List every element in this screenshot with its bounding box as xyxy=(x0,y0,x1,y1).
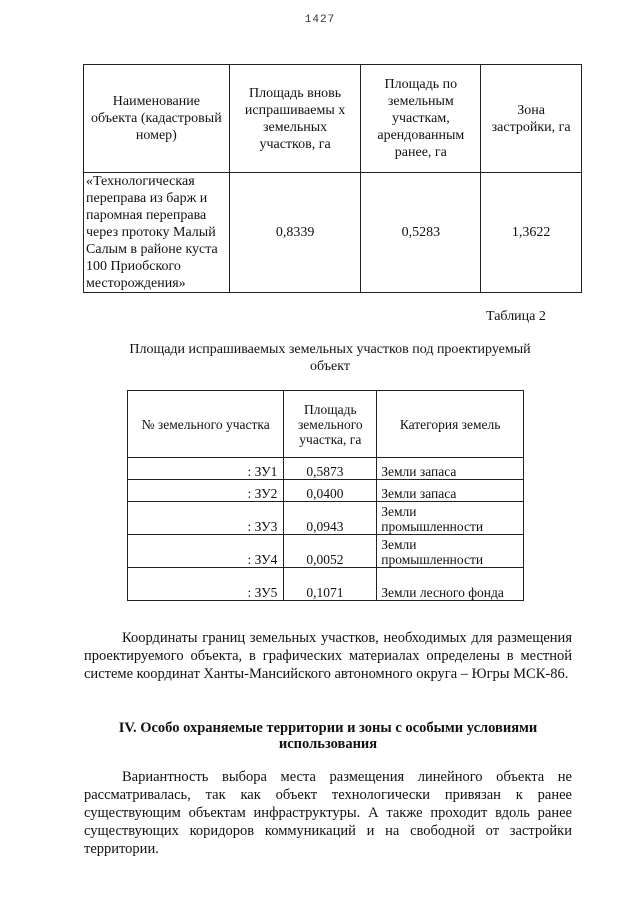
land-category-cell: Земли промышленности xyxy=(377,502,524,535)
table-row xyxy=(84,173,582,293)
header-plot-area: Площадь земельного участка, га xyxy=(284,391,377,458)
plot-area-cell: 0,0400 xyxy=(284,480,377,502)
header-new-area: Площадь вновь испрашиваемы х земельных участков, га xyxy=(229,65,361,173)
table-label: Таблица 2 xyxy=(486,309,546,324)
header-land-category: Категория земель xyxy=(377,391,524,458)
plot-number-cell: : ЗУ4 xyxy=(128,535,284,568)
new-area-cell: 0,8339 xyxy=(229,173,361,293)
table-row xyxy=(128,458,524,480)
plot-number-cell: : ЗУ1 xyxy=(128,458,284,480)
leased-area-cell: 0,5283 xyxy=(361,173,481,293)
table-caption: Площади испрашиваемых земельных участков под проектируемый объект xyxy=(129,342,531,374)
page-number: 1427 xyxy=(304,14,336,26)
table-header-row xyxy=(84,65,582,173)
plot-area-cell: 0,0943 xyxy=(284,502,377,535)
plot-number-cell: : ЗУ2 xyxy=(128,480,284,502)
land-category-cell: Земли лесного фонда xyxy=(377,568,524,601)
land-category-cell: Земли запаса xyxy=(377,458,524,480)
header-leased-area: Площадь по земельным участкам, арендованным ранее, га xyxy=(361,65,481,173)
plot-number-cell: : ЗУ3 xyxy=(128,502,284,535)
table-row xyxy=(128,502,524,535)
table-row xyxy=(128,568,524,601)
header-zone: Зона застройки, га xyxy=(481,65,582,173)
land-category-cell: Земли запаса xyxy=(377,480,524,502)
variant-paragraph: Вариантность выбора места размещения линейного объекта не рассматривалась, так как объект технологически привязан к ранее существующим объектам инфраструктуры. А также проходит вдоль ранее существующих коридоров коммуникаций и на свободной от застройки территории. xyxy=(84,769,572,857)
plot-area-cell: 0,1071 xyxy=(284,568,377,601)
coordinates-paragraph: Координаты границ земельных участков, необходимых для размещения проектируемого объекта, в графических материалах определены в местной системе координат Ханты-Мансийского автономного округа – Югры МСК-86. xyxy=(84,630,572,682)
plot-area-cell: 0,5873 xyxy=(284,458,377,480)
land-plots-table xyxy=(127,390,524,601)
zone-cell: 1,3622 xyxy=(481,173,582,293)
header-plot-number: № земельного участка xyxy=(128,391,284,458)
land-category-cell: Земли промышленности xyxy=(377,535,524,568)
table-header-row xyxy=(128,391,524,458)
table-row xyxy=(128,535,524,568)
plot-number-cell: : ЗУ5 xyxy=(128,568,284,601)
header-object-name: Наименование объекта (кадастровый номер) xyxy=(84,65,230,173)
plot-area-cell: 0,0052 xyxy=(284,535,377,568)
section-heading: IV. Особо охраняемые территории и зоны с особыми условиями использования xyxy=(118,720,538,752)
object-name-cell: «Технологическая переправа из барж и паромная переправа через протоку Малый Салым в районе куста 100 Приобского месторождения» xyxy=(84,173,230,293)
table-row xyxy=(128,480,524,502)
land-area-table xyxy=(83,64,582,293)
